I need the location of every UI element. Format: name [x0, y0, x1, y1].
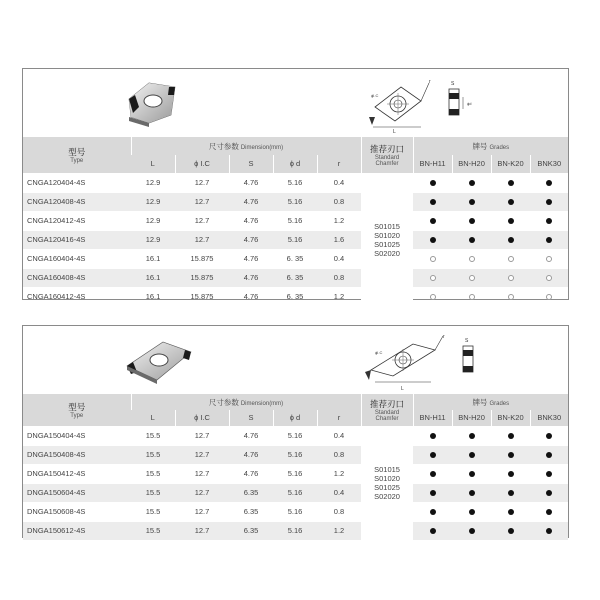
dim-l: 15.5: [131, 521, 175, 540]
chamfer-code: S01015: [374, 465, 400, 474]
dim-s: 4.76: [229, 211, 273, 230]
col-d: ϕ d: [273, 410, 317, 426]
table-row: [23, 173, 568, 192]
filled-dot-icon: [430, 452, 436, 458]
filled-dot-icon: [469, 452, 475, 458]
dim-s: 4.76: [229, 268, 273, 287]
grade-cell: [413, 192, 452, 211]
dim-d: 5.16: [273, 230, 317, 249]
table-row: [23, 426, 568, 445]
col-ic: ϕ I.C: [175, 410, 229, 426]
grade-cell: [413, 483, 452, 502]
dim-s: 4.76: [229, 173, 273, 192]
insert-type: DNGA150608-4S: [23, 502, 131, 521]
table-row: [23, 483, 568, 502]
dim-r: 0.4: [317, 249, 361, 268]
insert-type: DNGA150408-4S: [23, 445, 131, 464]
col-l: L: [131, 155, 175, 173]
filled-dot-icon: [469, 433, 475, 439]
cnga-spec-table: [23, 137, 568, 306]
grade-cell: [452, 445, 491, 464]
col-ic: ϕ I.C: [175, 155, 229, 173]
dim-r: 0.8: [317, 445, 361, 464]
insert-type: CNGA160412-4S: [23, 287, 131, 306]
dim-l: 12.9: [131, 192, 175, 211]
filled-dot-icon: [430, 218, 436, 224]
grade-cell: [413, 521, 452, 540]
filled-dot-icon: [469, 180, 475, 186]
dim-d: 5.16: [273, 211, 317, 230]
dim-s: 4.76: [229, 230, 273, 249]
grade-cell: [452, 211, 491, 230]
grade-cell: [413, 249, 452, 268]
dim-d: 5.16: [273, 426, 317, 445]
filled-dot-icon: [469, 490, 475, 496]
table-row: [23, 521, 568, 540]
grade-cell: [530, 483, 568, 502]
filled-dot-icon: [508, 433, 514, 439]
grade-cell: [413, 268, 452, 287]
grade-cell: [530, 521, 568, 540]
filled-dot-icon: [546, 509, 552, 515]
grade-cell: [530, 192, 568, 211]
dim-s: 4.76: [229, 192, 273, 211]
grade-cell: [452, 268, 491, 287]
grade-cell: [452, 192, 491, 211]
grade-cell: [530, 230, 568, 249]
grade-col-bn-k20: BN-K20: [491, 155, 530, 173]
dim-s: 6.35: [229, 502, 273, 521]
dim-r: 0.8: [317, 192, 361, 211]
grade-col-bn-h11: BN-H11: [413, 410, 452, 426]
grade-col-bn-k20: BN-K20: [491, 410, 530, 426]
filled-dot-icon: [469, 471, 475, 477]
filled-dot-icon: [546, 180, 552, 186]
chamfer-list: [361, 173, 413, 306]
table-row: [23, 249, 568, 268]
filled-dot-icon: [546, 433, 552, 439]
dim-d: 5.16: [273, 445, 317, 464]
filled-dot-icon: [469, 509, 475, 515]
filled-dot-icon: [508, 180, 514, 186]
dim-ic: 15.875: [175, 249, 229, 268]
dim-l: 16.1: [131, 287, 175, 306]
dim-ic: 12.7: [175, 521, 229, 540]
dim-r: 1.2: [317, 464, 361, 483]
grade-col-bn-h20: BN-H20: [452, 410, 491, 426]
dim-s: 4.76: [229, 426, 273, 445]
col-s: S: [229, 155, 273, 173]
diagram-ic-label-2: ϕI.C: [375, 350, 383, 355]
diagram-s-label-2: S: [465, 338, 469, 344]
insert-type: DNGA150604-4S: [23, 483, 131, 502]
grade-cell: [413, 445, 452, 464]
diagram-d-label: ϕd: [467, 101, 472, 106]
dim-ic: 12.7: [175, 173, 229, 192]
dnga-insert-image: [123, 336, 195, 388]
filled-dot-icon: [430, 180, 436, 186]
grade-col-bn-h20: BN-H20: [452, 155, 491, 173]
insert-type: CNGA120416-4S: [23, 230, 131, 249]
grade-cell: [452, 502, 491, 521]
grade-cell: [491, 502, 530, 521]
filled-dot-icon: [546, 471, 552, 477]
filled-dot-icon: [508, 490, 514, 496]
dim-s: 4.76: [229, 249, 273, 268]
grade-cell: [491, 230, 530, 249]
cnga-spec-panel: [22, 68, 569, 300]
grade-cell: [452, 521, 491, 540]
grade-col-bn-h11: BN-H11: [413, 155, 452, 173]
diagram-ic-label: ϕI.C: [371, 93, 379, 98]
table-row: [23, 268, 568, 287]
grade-cell: [530, 211, 568, 230]
grade-cell: [491, 211, 530, 230]
grade-cell: [491, 483, 530, 502]
table-row: [23, 287, 568, 306]
filled-dot-icon: [546, 528, 552, 534]
dim-ic: 12.7: [175, 464, 229, 483]
grade-cell: [491, 268, 530, 287]
grade-cell: [491, 426, 530, 445]
dim-r: 0.4: [317, 483, 361, 502]
dim-d: 5.16: [273, 192, 317, 211]
filled-dot-icon: [508, 471, 514, 477]
filled-dot-icon: [430, 509, 436, 515]
dim-ic: 12.7: [175, 502, 229, 521]
chamfer-code: S02020: [374, 492, 400, 501]
grade-cell: [530, 464, 568, 483]
chamfer-header: 推荐刃口 Standard Chamfer: [361, 394, 413, 426]
grade-cell: [452, 249, 491, 268]
dim-l: 12.9: [131, 173, 175, 192]
insert-type: CNGA160404-4S: [23, 249, 131, 268]
filled-dot-icon: [546, 218, 552, 224]
grade-cell: [530, 287, 568, 306]
table-row: [23, 445, 568, 464]
grade-cell: [413, 287, 452, 306]
col-r: r: [317, 155, 361, 173]
filled-dot-icon: [469, 528, 475, 534]
dnga-spec-table: [23, 394, 568, 540]
grade-cell: [452, 230, 491, 249]
grade-cell: [452, 483, 491, 502]
grade-cell: [530, 249, 568, 268]
insert-type: CNGA160408-4S: [23, 268, 131, 287]
dim-ic: 12.7: [175, 230, 229, 249]
table-row: [23, 211, 568, 230]
type-header: 型号 Type: [23, 137, 131, 173]
filled-dot-icon: [508, 528, 514, 534]
grade-cell: [491, 445, 530, 464]
grade-cell: [452, 464, 491, 483]
dim-r: 0.4: [317, 173, 361, 192]
table-row: [23, 192, 568, 211]
col-l: L: [131, 410, 175, 426]
filled-dot-icon: [430, 433, 436, 439]
col-r: r: [317, 410, 361, 426]
dim-r: 1.2: [317, 287, 361, 306]
open-circle-icon: [508, 275, 514, 281]
filled-dot-icon: [430, 490, 436, 496]
grade-cell: [452, 287, 491, 306]
grades-header: 牌号 Grades: [413, 137, 568, 155]
insert-type: DNGA150404-4S: [23, 426, 131, 445]
chamfer-list: [361, 426, 413, 540]
dim-d: 5.16: [273, 173, 317, 192]
grade-cell: [452, 173, 491, 192]
diagram-l-label: L: [393, 129, 396, 135]
dim-d: 5.16: [273, 502, 317, 521]
cnga-technical-drawing: [363, 73, 483, 135]
insert-type: CNGA120412-4S: [23, 211, 131, 230]
insert-type: DNGA150412-4S: [23, 464, 131, 483]
dim-d: 6. 35: [273, 287, 317, 306]
open-circle-icon: [430, 256, 436, 262]
dim-d: 5.16: [273, 464, 317, 483]
filled-dot-icon: [508, 509, 514, 515]
chamfer-code: S01020: [374, 230, 400, 240]
dim-s: 4.76: [229, 287, 273, 306]
grade-cell: [530, 502, 568, 521]
chamfer-code: S02020: [374, 248, 400, 258]
filled-dot-icon: [430, 199, 436, 205]
diagram-r-label-2: r: [443, 334, 445, 340]
col-s: S: [229, 410, 273, 426]
grade-cell: [530, 445, 568, 464]
grade-cell: [491, 173, 530, 192]
grade-cell: [452, 426, 491, 445]
chamfer-code: S01015: [374, 221, 400, 231]
filled-dot-icon: [508, 452, 514, 458]
filled-dot-icon: [508, 218, 514, 224]
filled-dot-icon: [508, 199, 514, 205]
filled-dot-icon: [546, 490, 552, 496]
filled-dot-icon: [469, 199, 475, 205]
grades-header: 牌号 Grades: [413, 394, 568, 410]
grade-cell: [413, 502, 452, 521]
open-circle-icon: [546, 275, 552, 281]
table-row: [23, 230, 568, 249]
grade-cell: [413, 464, 452, 483]
dim-l: 12.9: [131, 211, 175, 230]
dim-ic: 15.875: [175, 287, 229, 306]
filled-dot-icon: [469, 237, 475, 243]
dim-ic: 12.7: [175, 211, 229, 230]
chamfer-code: S01020: [374, 474, 400, 483]
dim-s: 4.76: [229, 445, 273, 464]
col-d: ϕ d: [273, 155, 317, 173]
dim-s: 6.35: [229, 521, 273, 540]
dimension-header: 尺寸参数 Dimension(mm): [131, 394, 361, 410]
open-circle-icon: [430, 275, 436, 281]
dim-l: 16.1: [131, 249, 175, 268]
dim-r: 1.2: [317, 521, 361, 540]
open-circle-icon: [469, 275, 475, 281]
chamfer-code: S01025: [374, 483, 400, 492]
open-circle-icon: [508, 256, 514, 262]
dim-l: 16.1: [131, 268, 175, 287]
grade-cell: [530, 268, 568, 287]
grade-col-bnk30: BNK30: [530, 155, 568, 173]
grade-cell: [491, 521, 530, 540]
grade-cell: [530, 173, 568, 192]
grade-cell: [413, 173, 452, 192]
open-circle-icon: [430, 294, 436, 300]
grade-cell: [413, 230, 452, 249]
type-header: 型号 Type: [23, 394, 131, 426]
dim-l: 15.5: [131, 502, 175, 521]
dim-d: 5.16: [273, 483, 317, 502]
dnga-spec-panel: [22, 325, 569, 538]
dim-ic: 12.7: [175, 426, 229, 445]
grade-cell: [413, 426, 452, 445]
chamfer-code: S01025: [374, 239, 400, 249]
open-circle-icon: [469, 256, 475, 262]
dim-s: 4.76: [229, 464, 273, 483]
filled-dot-icon: [430, 471, 436, 477]
grade-cell: [413, 211, 452, 230]
dim-l: 15.5: [131, 464, 175, 483]
grade-cell: [491, 464, 530, 483]
grade-cell: [491, 287, 530, 306]
diagram-l-label-2: L: [401, 386, 404, 392]
dim-r: 1.2: [317, 211, 361, 230]
grade-cell: [530, 426, 568, 445]
filled-dot-icon: [430, 528, 436, 534]
dim-ic: 12.7: [175, 192, 229, 211]
open-circle-icon: [546, 294, 552, 300]
filled-dot-icon: [546, 199, 552, 205]
dim-l: 15.5: [131, 445, 175, 464]
dim-r: 0.8: [317, 268, 361, 287]
dim-d: 6. 35: [273, 268, 317, 287]
insert-type: CNGA120404-4S: [23, 173, 131, 192]
filled-dot-icon: [508, 237, 514, 243]
diagram-r-label: r: [429, 79, 431, 85]
dim-r: 0.4: [317, 426, 361, 445]
open-circle-icon: [546, 256, 552, 262]
dim-r: 0.8: [317, 502, 361, 521]
table-row: [23, 464, 568, 483]
insert-type: DNGA150612-4S: [23, 521, 131, 540]
grade-cell: [491, 249, 530, 268]
dimension-header: 尺寸参数 Dimension(mm): [131, 137, 361, 155]
dim-s: 6.35: [229, 483, 273, 502]
dim-l: 15.5: [131, 483, 175, 502]
filled-dot-icon: [469, 218, 475, 224]
filled-dot-icon: [430, 237, 436, 243]
grade-cell: [491, 192, 530, 211]
dim-ic: 15.875: [175, 268, 229, 287]
grade-col-bnk30: BNK30: [530, 410, 568, 426]
insert-type: CNGA120408-4S: [23, 192, 131, 211]
open-circle-icon: [508, 294, 514, 300]
dim-d: 5.16: [273, 521, 317, 540]
filled-dot-icon: [546, 452, 552, 458]
chamfer-header: 推荐刃口 Standard Chamfer: [361, 137, 413, 173]
dim-ic: 12.7: [175, 483, 229, 502]
table-row: [23, 502, 568, 521]
diagram-s-label: S: [451, 81, 455, 87]
dim-ic: 12.7: [175, 445, 229, 464]
dim-l: 15.5: [131, 426, 175, 445]
dnga-technical-drawing: [361, 330, 491, 392]
open-circle-icon: [469, 294, 475, 300]
cnga-insert-image: [121, 77, 183, 129]
filled-dot-icon: [546, 237, 552, 243]
dim-d: 6. 35: [273, 249, 317, 268]
dim-l: 12.9: [131, 230, 175, 249]
dim-r: 1.6: [317, 230, 361, 249]
